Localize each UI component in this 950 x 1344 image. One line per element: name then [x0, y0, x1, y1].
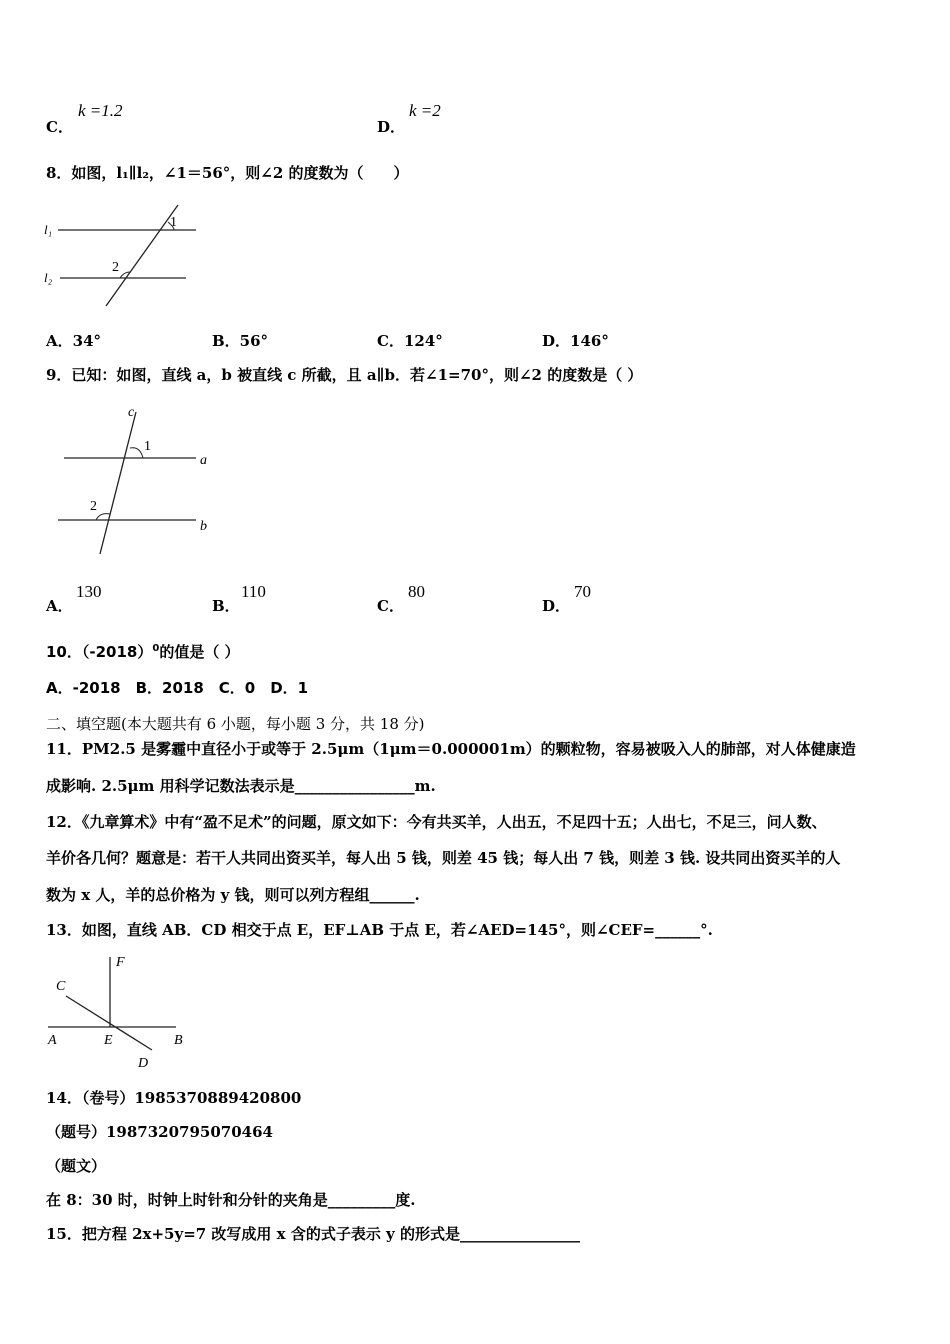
q10-stem-prefix: 10．（-2018）	[46, 643, 153, 661]
q8-figure	[40, 200, 210, 310]
q12-line1: 12．《九章算术》中有“盈不足术”的问题，原文如下：今有共买羊，人出五，不足四十五；人出七，不足三，问人数、	[46, 813, 827, 831]
q9-option-c-value: 80	[408, 582, 425, 601]
q12-line2: 羊价各几何？题意是：若干人共同出资买羊，每人出 5 钱，则差 45 钱；每人出 7 钱，则差 3 钱. 设共同出资买羊的人	[46, 849, 841, 867]
q9-label-b: b	[200, 519, 207, 534]
q7-option-c-label: C．	[46, 118, 73, 136]
q10-stem-suffix: 的值是（ ）	[159, 643, 240, 661]
q9-angle2-arc	[96, 514, 110, 520]
q9-label-a: a	[200, 453, 207, 468]
q11-line1: 11．PM2.5 是雾霾中直径小于或等于 2.5μm（1μm＝0.000001m）的颗粒物，容易被吸入人的肺部，对人体健康造	[46, 740, 856, 758]
q13-stem: 13．如图，直线 AB．CD 相交于点 E，EF⊥AB 于点 E，若∠AED=145°，则∠CEF=______°.	[46, 921, 713, 939]
q13-label-f: F	[116, 955, 125, 970]
q8-angle2-label: 2	[112, 260, 119, 275]
q9-option-c-label: C．	[377, 597, 404, 615]
q13-label-a: A	[48, 1033, 57, 1048]
q7-option-c-value: k =1.2	[78, 101, 123, 120]
q10-stem-exponent: 0	[152, 643, 160, 654]
q7-option-d-label: D．	[377, 118, 406, 136]
q15-line1: 15．把方程 2x+5y=7 改写成用 x 含的式子表示 y 的形式是________________	[46, 1225, 580, 1243]
q9-angle1-arc	[130, 448, 143, 458]
q9-option-d-label: D．	[542, 597, 571, 615]
q8-option-c: C．124°	[377, 332, 443, 350]
q10-stem	[46, 641, 240, 662]
q8-label-l1: l₁	[44, 222, 53, 237]
q7-option-d-value: k =2	[409, 101, 441, 120]
q9-line-c	[100, 412, 136, 554]
q9-option-b-value: 110	[241, 582, 266, 601]
q14-line3: （题文）	[46, 1157, 107, 1175]
q8-stem: 8．如图，l₁∥l₂，∠1＝56°，则∠2 的度数为（ ）	[46, 164, 409, 182]
q8-option-d: D．146°	[542, 332, 609, 350]
q9-stem: 9．已知：如图，直线 a，b 被直线 c 所截，且 a∥b．若∠1=70°，则∠2 的度数是（ ）	[46, 366, 643, 384]
q9-option-a-label: A．	[46, 597, 73, 615]
q11-line2: 成影响. 2.5μm 用科学记数法表示是________________m.	[46, 777, 436, 795]
q8-option-b: B．56°	[212, 332, 269, 350]
q10-options: A．-2018 B．2018 C．0 D．1	[46, 679, 309, 697]
q8-option-a: A．34°	[46, 332, 102, 350]
q13-label-c: C	[56, 979, 66, 994]
q13-label-e: E	[104, 1033, 113, 1048]
q9-option-b-label: B．	[212, 597, 240, 615]
q9-label-c: c	[128, 405, 135, 420]
q9-option-d-value: 70	[574, 582, 591, 601]
q9-option-a-value: 130	[76, 582, 102, 601]
q13-figure	[40, 952, 200, 1072]
q9-angle2-label: 2	[90, 499, 97, 514]
q9-angle1-label: 1	[144, 439, 151, 454]
q14-line1: 14．（卷号）1985370889420800	[46, 1089, 302, 1107]
q8-transversal	[106, 205, 178, 306]
q8-angle1-label: 1	[170, 215, 177, 230]
q13-label-d: D	[138, 1056, 149, 1071]
q14-line4: 在 8：30 时，时钟上时针和分针的夹角是_________度.	[46, 1191, 416, 1209]
q9-figure	[50, 402, 230, 562]
q12-line3: 数为 x 人，羊的总价格为 y 钱，则可以列方程组______.	[46, 886, 420, 904]
q14-line2: （题号）1987320795070464	[46, 1123, 273, 1141]
q13-label-b: B	[174, 1033, 183, 1048]
q8-label-l2: l₂	[44, 270, 53, 285]
section2-heading: 二、填空题(本大题共有 6 小题，每小题 3 分，共 18 分)	[46, 715, 425, 733]
